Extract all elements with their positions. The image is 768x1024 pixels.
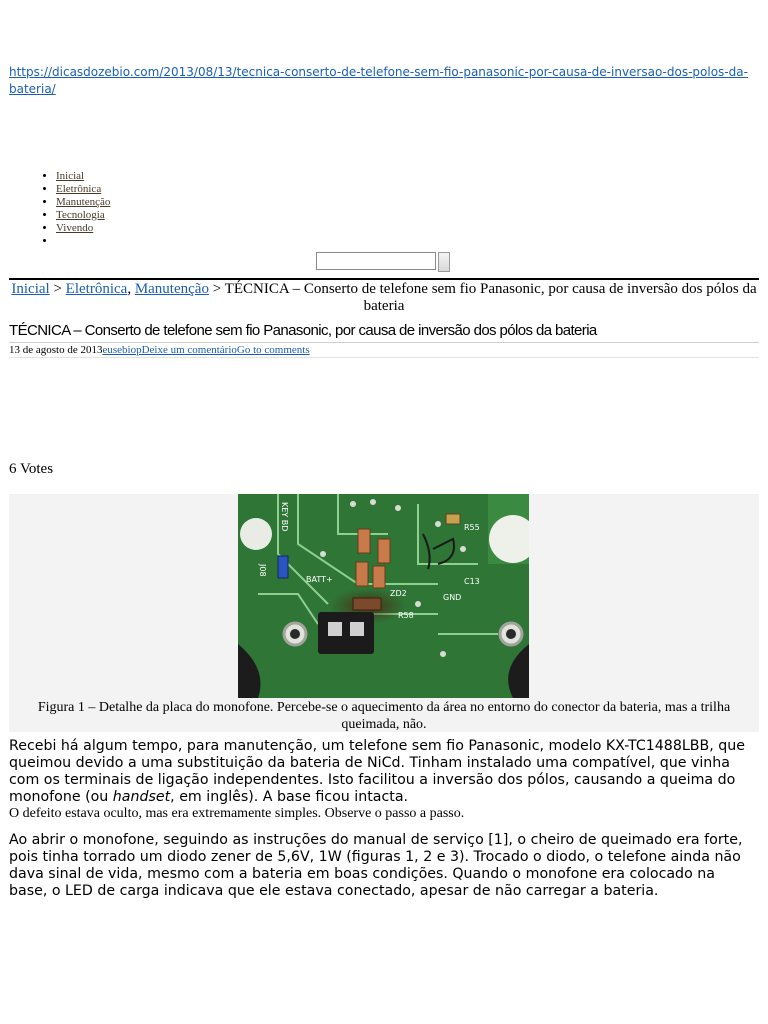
breadcrumb-category-manutencao[interactable]: Manutenção xyxy=(134,281,209,297)
nav-link-inicial[interactable]: Inicial xyxy=(56,170,85,182)
leave-comment-link[interactable]: Deixe um comentário xyxy=(141,344,237,356)
goto-comments-link[interactable]: Go to comments xyxy=(236,344,310,356)
body-paragraph-3: Ao abrir o monofone, seguindo as instruções do manual de serviço [1], o cheiro de queimado era forte, pois tinha torrado um diodo zener de 5,6V, 1W (figuras 1, 2 e 3). Trocado o diodo, o telefone ainda não dava sinal de vida, mesmo com a bateria em boas condições. Quando o monofone era colocado na base, o LED de carga indicava que ele estava conectado, apesar de não carregar a bateria. xyxy=(9,832,743,899)
board-label: R58 xyxy=(398,611,414,620)
board-label: R55 xyxy=(464,523,480,532)
nav-item-tecnologia xyxy=(56,209,110,222)
search-button[interactable] xyxy=(438,252,450,272)
body-paragraph-1 xyxy=(9,738,757,806)
nav-item-manutencao xyxy=(56,196,110,209)
nav-item-empty xyxy=(56,235,110,248)
nav-item-vivendo xyxy=(56,222,110,235)
nav-link-manutencao[interactable]: Manutenção xyxy=(56,196,111,208)
board-label: C13 xyxy=(464,577,480,586)
nav-item-inicial xyxy=(56,170,110,183)
body-paragraph-2: O defeito estava oculto, mas era extremamente simples. Observe o passo a passo. xyxy=(9,806,465,821)
circuit-board-photo[interactable] xyxy=(238,494,529,698)
breadcrumb-category-eletronica[interactable]: Eletrônica xyxy=(65,281,128,297)
main-nav-menu xyxy=(30,170,110,248)
breadcrumb-separator: > xyxy=(49,281,66,297)
circuit-board-image xyxy=(238,494,529,698)
paragraph-emphasis: handset xyxy=(112,789,171,805)
breadcrumb xyxy=(9,281,759,315)
board-label: GND xyxy=(443,593,462,602)
nav-link-tecnologia[interactable]: Tecnologia xyxy=(56,209,105,221)
meta-divider xyxy=(9,357,759,358)
post-date: 13 de agosto de 2013 xyxy=(9,344,103,356)
search-input[interactable] xyxy=(316,252,436,270)
paragraph-text: , em inglês). A base ficou intacta. xyxy=(170,789,409,805)
breadcrumb-comma: , xyxy=(127,281,135,297)
board-label: BATT+ xyxy=(306,575,333,584)
figure-1 xyxy=(9,494,759,732)
source-url-link[interactable]: https://dicasdozebio.com/2013/08/13/tecnica-conserto-de-telefone-sem-fio-panasonic-por-causa-de-inversao-dos-polos-da-bateria/ xyxy=(9,65,748,96)
post-title: TÉCNICA – Conserto de telefone sem fio Panasonic, por causa de inversão dos pólos da bateria xyxy=(9,322,597,339)
nav-item-eletronica xyxy=(56,183,110,196)
figure-caption: Figura 1 – Detalhe da placa do monofone. Percebe-se o aquecimento da área no entorno do conector da bateria, mas a trilha queimada, não. xyxy=(37,700,731,732)
nav-link-vivendo[interactable]: Vivendo xyxy=(56,222,94,234)
board-label: ZD2 xyxy=(390,589,407,598)
nav-link-eletronica[interactable]: Eletrônica xyxy=(56,183,102,195)
paragraph-text: Recebi há algum tempo, para manutenção, um telefone sem fio Panasonic, modelo KX-TC1488LBB, que queimou devido a uma substituição da bateria de NiCd. Tinham instalado uma compatível, que vinha com os terminais de ligação independentes. Isto facilitou a inversão dos pólos, causando a queima do monofone (ou xyxy=(9,738,745,805)
author-link[interactable]: eusebiop xyxy=(102,344,142,356)
search-form xyxy=(316,252,451,272)
post-meta xyxy=(9,343,310,357)
breadcrumb-home-link[interactable]: Inicial xyxy=(11,281,50,297)
board-label: J08 xyxy=(258,564,267,577)
breadcrumb-separator: > xyxy=(208,281,225,297)
header-divider xyxy=(9,278,759,280)
board-label: KEY BD xyxy=(280,502,289,532)
votes-count: 6 Votes xyxy=(9,461,54,477)
breadcrumb-current: TÉCNICA – Conserto de telefone sem fio Panasonic, por causa de inversão dos pólos da bateria xyxy=(224,281,757,314)
